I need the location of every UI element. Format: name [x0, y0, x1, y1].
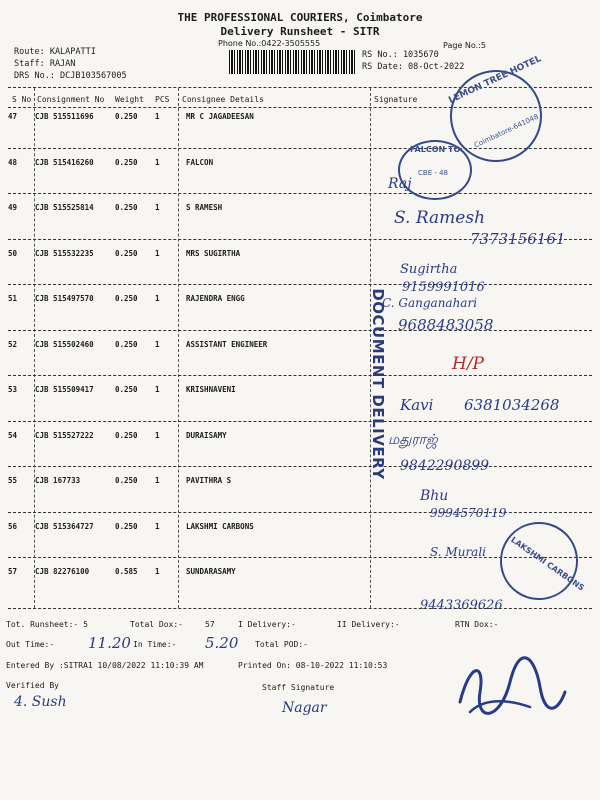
total-dox-label: Total Dox:- — [130, 620, 183, 629]
staff-label: Staff: RAJAN — [14, 59, 76, 69]
row-weight: 0.250 — [115, 431, 138, 440]
header-consignment: Consignment No — [37, 95, 105, 104]
header-weight: Weight — [115, 95, 144, 104]
row51-phone: 9688483058 — [398, 316, 494, 334]
row-sno: 50 — [8, 249, 18, 258]
row-consignment: CJB 515502460 — [35, 340, 94, 349]
row-consignment: CJB 515525814 — [35, 203, 94, 212]
row-consignee: LAKSHMI CARBONS — [186, 522, 254, 531]
row48-signature: Raj — [388, 176, 412, 192]
row-pcs: 1 — [155, 476, 160, 485]
verified-by-signature: 4. Sush — [14, 694, 67, 710]
row-sno: 51 — [8, 294, 18, 303]
header-consignee: Consignee Details — [182, 95, 264, 104]
row-consignment: CJB 515416260 — [35, 158, 94, 167]
document-delivery-stamp: DOCUMENT DELIVERY — [369, 288, 387, 480]
barcode-image — [229, 50, 356, 74]
column-divider — [178, 88, 179, 608]
row49-signature: S. Ramesh — [394, 208, 486, 228]
row-divider — [8, 193, 592, 194]
row-sno: 52 — [8, 340, 18, 349]
row50-phone: 9159991016 — [402, 280, 485, 295]
header-pcs: PCS — [155, 95, 170, 104]
row-pcs: 1 — [155, 158, 160, 167]
row-consignment: CJB 515497570 — [35, 294, 94, 303]
company-title: THE PROFESSIONAL COURIERS, Coimbatore — [177, 11, 423, 24]
row-pcs: 1 — [155, 294, 160, 303]
out-time-label: Out Time:- — [6, 640, 55, 649]
row-consignment: CJB 515511696 — [35, 112, 94, 121]
row-pcs: 1 — [155, 522, 160, 531]
drs-number: DRS No.: DCJB103567005 — [14, 71, 127, 81]
page-number: Page No.:5 — [443, 41, 486, 50]
header-sno: S No — [12, 95, 32, 104]
total-pod: Total POD:- — [255, 640, 308, 649]
large-signature-scribble — [440, 652, 570, 724]
row49-phone: 7373156161 — [470, 230, 566, 248]
row-weight: 0.250 — [115, 476, 138, 485]
row-weight: 0.585 — [115, 567, 138, 576]
row-consignment: CJB 515509417 — [35, 385, 94, 394]
row-divider — [8, 421, 592, 422]
row-weight: 0.250 — [115, 249, 138, 258]
row-divider — [8, 284, 592, 285]
row-pcs: 1 — [155, 249, 160, 258]
row-divider — [8, 466, 592, 467]
falcon-stamp-sub: CBE - 48 — [418, 169, 448, 177]
row-weight: 0.250 — [115, 203, 138, 212]
total-dox-value: 57 — [205, 620, 215, 629]
row-pcs: 1 — [155, 340, 160, 349]
row54-signature: மதுராஜ் — [388, 432, 438, 448]
lemon-tree-stamp-label: LEMON TREE HOTEL — [447, 54, 543, 106]
row-consignee: DURAISAMY — [186, 431, 227, 440]
total-runsheet: Tot. Runsheet:- 5 — [6, 620, 88, 629]
i-delivery: I Delivery:- — [238, 620, 296, 629]
row-consignee: S RAMESH — [186, 203, 223, 212]
row-sno: 54 — [8, 431, 18, 440]
row57-phone: 9443369626 — [420, 598, 503, 613]
phone-number: Phone No.:0422-3505555 — [218, 39, 321, 48]
row-sno: 56 — [8, 522, 18, 531]
verified-by-label: Verified By — [6, 681, 59, 690]
row-consignee: RAJENDRA ENGG — [186, 294, 245, 303]
out-time-value: 11.20 — [88, 634, 131, 652]
row-weight: 0.250 — [115, 385, 138, 394]
row-pcs: 1 — [155, 385, 160, 394]
rs-date: RS Date: 08-Oct-2022 — [362, 62, 465, 72]
row-consignee: PAVITHRA S — [186, 476, 232, 485]
row-divider — [8, 375, 592, 376]
ii-delivery: II Delivery:- — [337, 620, 400, 629]
rs-number: RS No.: 1035670 — [362, 50, 439, 60]
row-sno: 49 — [8, 203, 18, 212]
row-consignment: CJB 167733 — [35, 476, 81, 485]
row53-phone: 6381034268 — [464, 396, 560, 414]
row-consignee: MR C JAGADEESAN — [186, 112, 254, 121]
row-consignee: SUNDARASAMY — [186, 567, 236, 576]
row-weight: 0.250 — [115, 158, 138, 167]
row52-signature: H/P — [452, 354, 484, 374]
row-pcs: 1 — [155, 431, 160, 440]
row-pcs: 1 — [155, 567, 160, 576]
row-weight: 0.250 — [115, 112, 138, 121]
row-sno: 57 — [8, 567, 18, 576]
row-consignee: MRS SUGIRTHA — [186, 249, 241, 258]
row-divider — [8, 330, 592, 331]
row-weight: 0.250 — [115, 522, 138, 531]
row-consignment: CJB 515527222 — [35, 431, 94, 440]
row-consignment: CJB 515532235 — [35, 249, 94, 258]
row-consignee: KRISHNAVENI — [186, 385, 236, 394]
row53-signature: Kavi — [400, 396, 434, 414]
lakshmi-carbons-stamp-label: LAKSHMI CARBONS — [509, 535, 586, 593]
row55-signature: Bhu — [420, 488, 449, 504]
row-sno: 48 — [8, 158, 18, 167]
row-consignment: CJB 515364727 — [35, 522, 94, 531]
row-consignee: ASSISTANT ENGINEER — [186, 340, 268, 349]
falcon-stamp-label: FALCON TO — [410, 145, 461, 154]
row55-phone: 9994570119 — [430, 506, 507, 520]
row51-signature: C. Ganganahari — [382, 296, 478, 310]
row-sno: 55 — [8, 476, 18, 485]
entered-by: Entered By :SITRA1 10/08/2022 11:10:39 AM — [6, 661, 204, 670]
in-time-value: 5.20 — [205, 634, 239, 652]
rtn-dox: RTN Dox:- — [455, 620, 499, 629]
row56-signature: S. Murali — [430, 545, 487, 559]
row50-signature: Sugirtha — [400, 262, 458, 277]
printed-on: Printed On: 08-10-2022 11:10:53 — [238, 661, 388, 670]
row-sno: 53 — [8, 385, 18, 394]
staff-signature-label: Staff Signature — [262, 683, 335, 692]
table-bottom-divider — [8, 608, 592, 609]
in-time-label: In Time:- — [133, 640, 177, 649]
route-label: Route: KALAPATTI — [14, 47, 96, 57]
header-signature: Signature — [374, 95, 418, 104]
row-consignee: FALCON — [186, 158, 214, 167]
row54-phone: 9842290899 — [400, 458, 490, 474]
row-consignment: CJB 82276100 — [35, 567, 90, 576]
row-weight: 0.250 — [115, 340, 138, 349]
lemon-tree-stamp-sub: Coimbatore-641048 — [472, 112, 540, 150]
row-weight: 0.250 — [115, 294, 138, 303]
row-pcs: 1 — [155, 203, 160, 212]
row-sno: 47 — [8, 112, 18, 121]
staff-signature: Nagar — [282, 700, 327, 716]
row-pcs: 1 — [155, 112, 160, 121]
sheet-title: Delivery Runsheet - SITR — [220, 25, 380, 38]
